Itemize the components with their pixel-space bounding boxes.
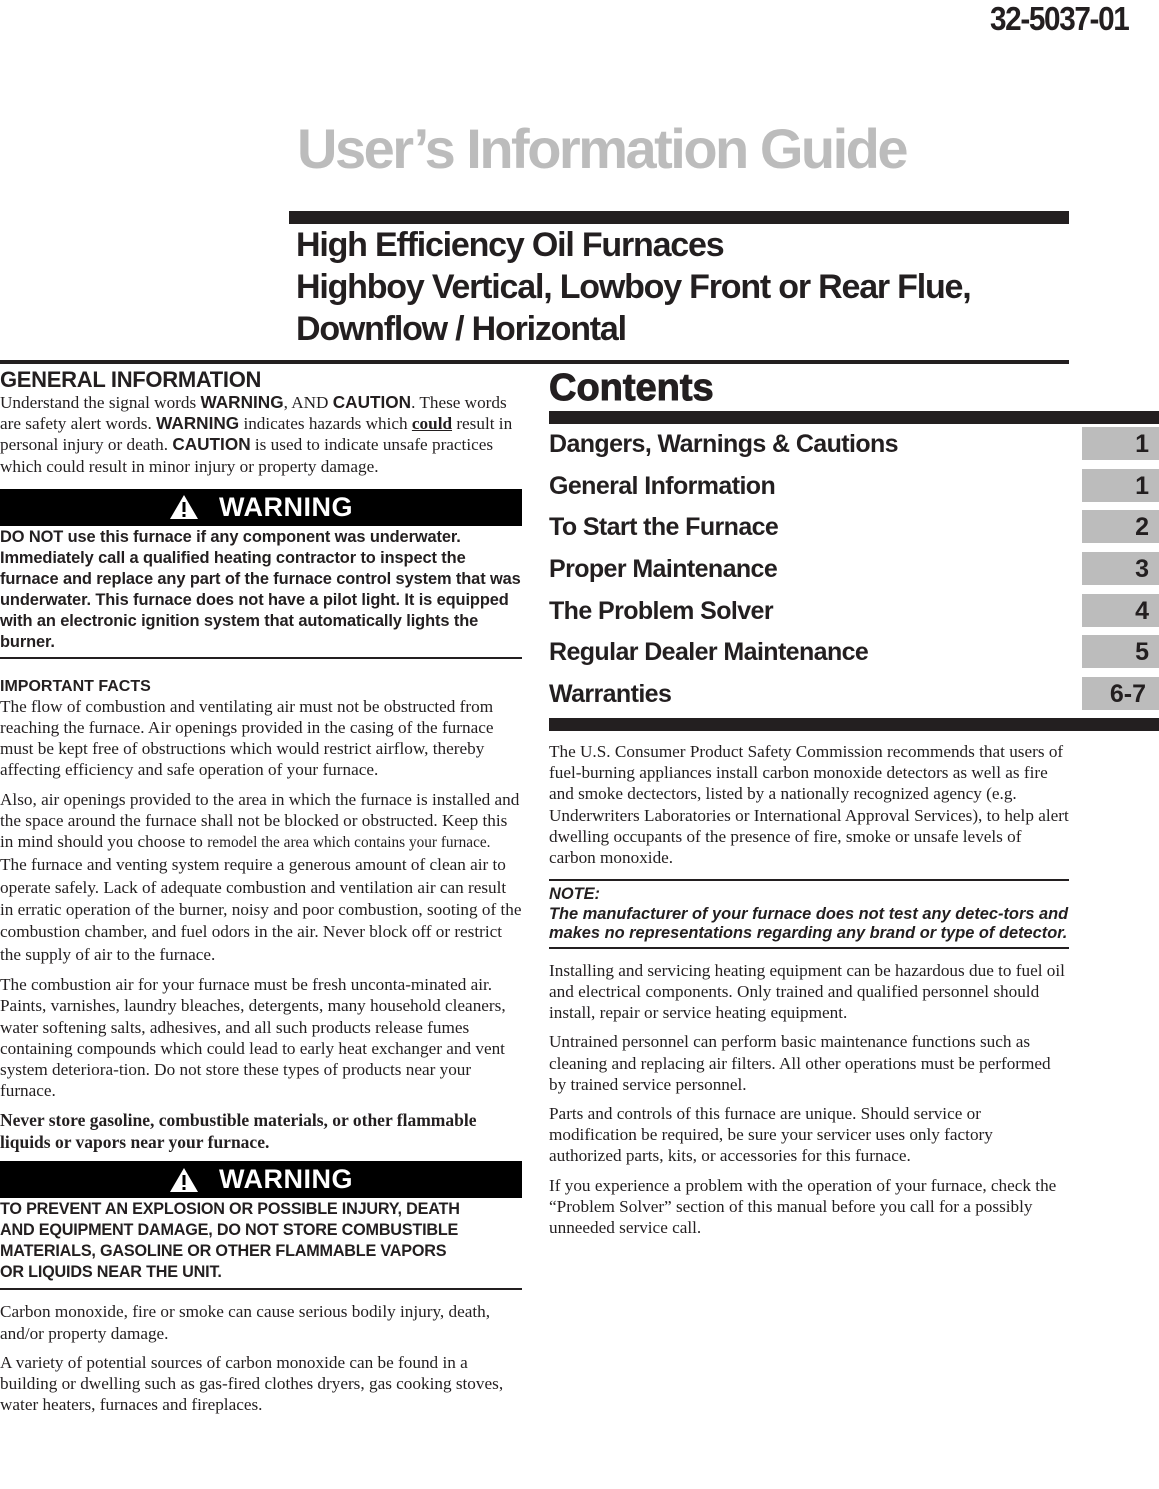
co-sources-paragraph: A variety of potential sources of carbon monoxide can be found in a building or dwelling such as gas-fired clothes dryers, gas cooking stoves, water heaters, furnaces and fireplaces. xyxy=(0,1352,504,1415)
toc-entry[interactable] xyxy=(549,551,1159,593)
carbon-monoxide-paragraph: Carbon monoxide, fire or smoke can cause serious bodily injury, death, and/or property damage. xyxy=(0,1302,491,1343)
note-text: The manufacturer of your furnace does not test any detec-tors and makes no representations regarding any brand or type of detector. xyxy=(549,904,1069,943)
note-label: NOTE: xyxy=(549,885,600,904)
emphasis-could: could xyxy=(411,414,453,434)
warning-label: WARNING xyxy=(219,1164,353,1195)
cpsc-recommendation-paragraph: The U.S. Consumer Product Safety Commission recommends that users of fuel-burning appliances install carbon monoxide detectors as well as fire and smoke dectectors, listed by a nationally recognized agency (e.g. Underwriters Laboratories or International Approval Services), to help alert dwelling occupants of the presence of fire, smoke or unsafe levels of carbon monoxide. xyxy=(549,742,1069,868)
warning-triangle-icon xyxy=(169,494,199,520)
combustion-air-paragraph: The combustion air for your furnace must be fresh unconta-minated air. Paints, varnishes, laundry bleaches, detergents, many household cleaners, water softening salts, adhesives, and all such products release fumes containing compounds which could lead to early heat exchanger and vent system deteriora-tion. Do not store these types of products near your furnace. xyxy=(0,975,506,1101)
parts-controls-paragraph: Parts and controls of this furnace are unique. Should service or modification be required, be sure your servicer uses only factory authorized parts, kits, or accessories for this furnace. xyxy=(549,1103,993,1166)
signal-word-caution: CAUTION xyxy=(332,392,412,412)
subtitle-line: Downflow / Horizontal xyxy=(296,310,626,348)
toc-entry[interactable] xyxy=(549,468,1159,510)
toc-page-number: 3 xyxy=(1082,552,1159,585)
document-title: User’s Information Guide xyxy=(297,117,906,180)
warning-triangle-icon xyxy=(169,1167,199,1193)
general-information-heading: GENERAL INFORMATION xyxy=(0,367,262,392)
toc-entry[interactable] xyxy=(549,676,1159,718)
never-store-gasoline-notice: Never store gasoline, combustible materials, or other flammable liquids or vapors near your furnace. xyxy=(0,1110,477,1153)
signal-word-warning: WARNING xyxy=(200,392,284,412)
toc-entry-label[interactable]: General Information xyxy=(549,471,776,500)
signal-word-warning: WARNING xyxy=(156,413,240,434)
toc-entry-label[interactable]: The Problem Solver xyxy=(549,596,773,625)
toc-page-number: 1 xyxy=(1082,427,1159,460)
contents-rule xyxy=(549,411,1159,424)
document-number: 32-5037-01 xyxy=(990,0,1129,37)
warning-underwater-text: DO NOT use this furnace if any component was underwater. Immediately call a qualified heating contractor to inspect the furnace and replace any part of the furnace control system that was underwater. This furnace does not have a pilot light. It is equipped with an electronic ignition system that automatically lights the burner. xyxy=(0,527,521,651)
contents-column xyxy=(549,366,1159,1237)
subtitle-line: Highboy Vertical, Lowboy Front or Rear Flue, xyxy=(296,268,971,306)
toc-entry[interactable] xyxy=(549,426,1159,468)
problem-solver-paragraph: If you experience a problem with the operation of your furnace, check the “Problem Solver” section of this manual before you call for a possibly unneeded service call. xyxy=(549,1175,1057,1237)
untrained-personnel-paragraph: Untrained personnel can perform basic maintenance functions such as cleaning and replacing air filters. All other operations must be performed by trained service personnel. xyxy=(549,1032,1051,1094)
general-information-column xyxy=(0,366,522,1416)
header-bottom-rule xyxy=(0,360,1069,364)
divider xyxy=(0,657,522,659)
signal-word-caution: CAUTION xyxy=(172,434,251,455)
toc-page-number: 1 xyxy=(1082,469,1159,502)
air-openings-paragraph: Also, air openings provided to the area in which the furnace is installed and the space around the furnace shall not be blocked or obstructed. Keep this in mind should you choose to remodel the area which contains your furnace. xyxy=(0,789,520,852)
airflow-paragraph: The flow of combustion and ventilating air must not be obstructed from reaching the furnace. Air openings provided in the casing of the furnace must be kept free of obstructions which would restrict airflow, thereby affecting efficiency and safe operation of your furnace. xyxy=(0,696,494,780)
toc-entry[interactable] xyxy=(549,593,1159,635)
divider xyxy=(549,947,1069,949)
toc-entry-label[interactable]: Dangers, Warnings & Cautions xyxy=(549,430,898,458)
toc-entry-label[interactable]: Proper Maintenance xyxy=(549,555,778,584)
toc-entry-label[interactable]: Warranties xyxy=(549,680,672,709)
toc-page-number: 6-7 xyxy=(1082,677,1159,710)
contents-bottom-rule xyxy=(549,718,1159,731)
installing-servicing-paragraph: Installing and servicing heating equipment can be hazardous due to fuel oil and electrical components. Only trained and qualified personnel should install, repair or service heating equipment. xyxy=(549,960,1065,1023)
warning-banner xyxy=(0,489,522,526)
toc-page-number: 2 xyxy=(1082,510,1159,543)
table-of-contents xyxy=(549,426,1159,718)
toc-page-number: 5 xyxy=(1082,635,1159,668)
note-block xyxy=(549,881,1069,947)
important-facts-heading: IMPORTANT FACTS xyxy=(0,677,151,695)
toc-entry[interactable] xyxy=(549,634,1159,676)
venting-paragraph: The furnace and venting system require a generous amount of clean air to operate safely. Lack of adequate combustion and ventilation air can result in erratic operation of the burner, noisy and poor combustion, sooting of the combustion chamber, and fuel odors in the air. Never block off or restrict the supply of air to the furnace. xyxy=(0,855,522,964)
warning-explosion-text: TO PREVENT AN EXPLOSION OR POSSIBLE INJURY, DEATH AND EQUIPMENT DAMAGE, DO NOT STORE COMBUSTIBLE MATERIALS, GASOLINE OR OTHER FLAMMABLE VAPORS OR LIQUIDS NEAR THE UNIT. xyxy=(0,1200,460,1282)
toc-entry-label[interactable]: Regular Dealer Maintenance xyxy=(549,638,869,667)
toc-entry[interactable] xyxy=(549,509,1159,551)
signal-words-paragraph: Understand the signal words WARNING, AND CAUTION. These words are safety alert words. WARNING indicates hazards which could result in personal injury or death. CAUTION is used to indicate unsafe practices which could result in minor injury or property damage. xyxy=(0,392,513,476)
warning-label: WARNING xyxy=(219,491,353,522)
toc-page-number: 4 xyxy=(1082,594,1159,627)
divider xyxy=(0,1288,522,1290)
subtitle-line: High Efficiency Oil Furnaces xyxy=(296,226,724,264)
warning-banner xyxy=(0,1161,522,1198)
safety-notes xyxy=(549,741,1069,1238)
toc-entry-label[interactable]: To Start the Furnace xyxy=(549,513,779,542)
title-rule xyxy=(289,211,1069,224)
contents-heading: Contents xyxy=(549,367,714,409)
document-subtitle xyxy=(296,224,1076,350)
